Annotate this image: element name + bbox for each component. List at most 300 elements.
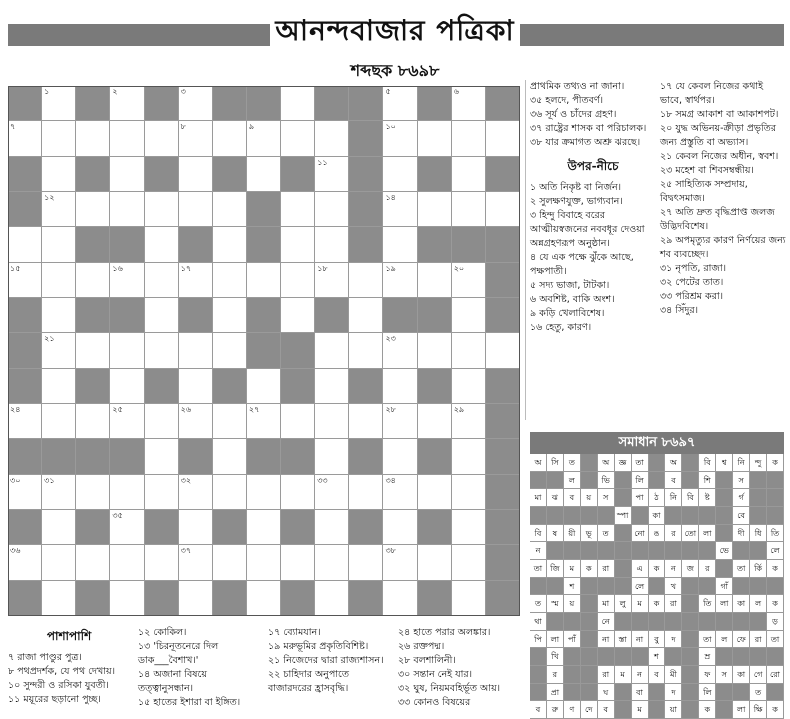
grid-cell[interactable]	[452, 510, 486, 545]
solution-cell: বু	[649, 631, 666, 649]
clue: ৩৪ সিঁদুর।	[660, 305, 698, 316]
black-cell	[247, 333, 281, 368]
grid-cell[interactable]	[383, 192, 417, 227]
grid-cell[interactable]	[452, 157, 486, 192]
black-cell	[281, 510, 315, 545]
solution-black-cell	[682, 631, 699, 649]
grid-cell[interactable]	[179, 157, 213, 192]
grid-cell[interactable]	[76, 333, 110, 368]
grid-cell[interactable]	[418, 545, 452, 580]
grid-cell[interactable]	[110, 157, 144, 192]
grid-cell[interactable]	[179, 121, 213, 156]
grid-cell[interactable]	[452, 298, 486, 333]
grid-cell[interactable]	[281, 192, 315, 227]
grid-cell[interactable]	[315, 581, 349, 616]
grid-cell[interactable]	[452, 581, 486, 616]
black-cell	[213, 581, 247, 616]
grid-cell[interactable]	[42, 192, 76, 227]
grid-cell[interactable]	[42, 510, 76, 545]
solution-cell: ক	[649, 560, 666, 578]
solution-cell: ফে	[733, 631, 750, 649]
grid-cell[interactable]	[213, 263, 247, 298]
solution-cell: রা	[665, 595, 682, 613]
grid-cell[interactable]	[486, 192, 520, 227]
solution-cell: পাঁ	[564, 631, 581, 649]
solution-grid	[530, 454, 784, 719]
solution-cell: অ	[665, 454, 682, 472]
grid-cell[interactable]	[383, 404, 417, 439]
grid-cell[interactable]	[315, 121, 349, 156]
solution-black-cell	[716, 648, 733, 666]
solution-black-cell	[750, 542, 767, 560]
solution-black-cell	[733, 613, 750, 631]
clue: ৭ রাজা পাণ্ডুর পুত্র।	[8, 652, 82, 663]
clue-number: ৭	[10, 122, 16, 132]
grid-cell[interactable]	[418, 475, 452, 510]
solution-cell: র	[665, 525, 682, 543]
grid-cell[interactable]	[110, 510, 144, 545]
solution-cell: কা	[733, 666, 750, 684]
grid-cell[interactable]	[42, 333, 76, 368]
solution-black-cell	[733, 578, 750, 596]
solution-cell: না	[598, 631, 615, 649]
grid-cell[interactable]	[213, 439, 247, 474]
solution-cell: রু	[547, 701, 564, 719]
solution-cell: স্তা	[615, 631, 632, 649]
grid-cell[interactable]	[110, 581, 144, 616]
grid-cell[interactable]	[349, 404, 383, 439]
grid-cell[interactable]	[281, 298, 315, 333]
solution-cell: ভি	[598, 472, 615, 490]
grid-cell[interactable]	[383, 545, 417, 580]
grid-cell[interactable]	[145, 227, 179, 262]
grid-cell[interactable]	[42, 121, 76, 156]
solution-cell: অ	[598, 454, 615, 472]
solution-cell: তো	[682, 525, 699, 543]
grid-cell[interactable]	[179, 581, 213, 616]
grid-cell[interactable]	[42, 263, 76, 298]
down-heading: উপর-নীচে	[567, 159, 619, 173]
grid-cell[interactable]	[383, 369, 417, 404]
solution-cell: ঝ	[547, 489, 564, 507]
grid-cell[interactable]	[145, 298, 179, 333]
grid-cell[interactable]	[213, 475, 247, 510]
solution-cell: ষ্ট	[699, 489, 716, 507]
grid-cell[interactable]	[281, 404, 315, 439]
grid-cell[interactable]	[110, 475, 144, 510]
clue-number: ১৮	[317, 263, 328, 273]
black-cell	[486, 86, 520, 121]
grid-cell[interactable]	[42, 157, 76, 192]
solution-black-cell	[581, 595, 598, 613]
grid-cell[interactable]	[349, 333, 383, 368]
black-cell	[349, 439, 383, 474]
grid-cell[interactable]	[452, 475, 486, 510]
grid-cell[interactable]	[315, 510, 349, 545]
solution-black-cell	[547, 472, 564, 490]
grid-cell[interactable]	[418, 404, 452, 439]
clue-number: ৩১	[44, 475, 55, 485]
grid-cell[interactable]	[452, 86, 486, 121]
solution-cell: র্গ	[733, 489, 750, 507]
grid-cell[interactable]	[179, 263, 213, 298]
black-cell	[383, 298, 417, 333]
grid-cell[interactable]	[76, 404, 110, 439]
grid-cell[interactable]	[247, 475, 281, 510]
solution-cell: র	[547, 666, 564, 684]
grid-cell[interactable]	[179, 192, 213, 227]
solution-black-cell	[682, 578, 699, 596]
grid-cell[interactable]	[179, 475, 213, 510]
solution-black-cell	[750, 489, 767, 507]
grid-cell[interactable]	[315, 157, 349, 192]
solution-black-cell	[581, 666, 598, 684]
grid-cell[interactable]	[76, 121, 110, 156]
grid-cell[interactable]	[315, 369, 349, 404]
grid-cell[interactable]	[315, 404, 349, 439]
black-cell	[418, 581, 452, 616]
clue-number: ১	[44, 87, 50, 96]
grid-cell[interactable]	[110, 333, 144, 368]
grid-cell[interactable]	[315, 475, 349, 510]
black-cell	[247, 86, 281, 121]
clue: ৩২ ঘুষ, নিয়মবহির্ভূত আয়।	[398, 683, 501, 694]
solution-black-cell	[581, 648, 598, 666]
grid-cell[interactable]	[418, 192, 452, 227]
black-cell	[213, 86, 247, 121]
grid-cell[interactable]	[383, 157, 417, 192]
grid-cell[interactable]	[179, 86, 213, 121]
solution-black-cell	[649, 684, 666, 702]
solution-black-cell	[750, 648, 767, 666]
solution-black-cell	[632, 613, 649, 631]
grid-cell[interactable]	[383, 227, 417, 262]
solution-black-cell	[615, 525, 632, 543]
grid-cell[interactable]	[349, 475, 383, 510]
black-cell	[349, 581, 383, 616]
black-cell	[145, 510, 179, 545]
grid-cell[interactable]	[315, 227, 349, 262]
grid-cell[interactable]	[179, 333, 213, 368]
grid-cell[interactable]	[452, 121, 486, 156]
grid-cell[interactable]	[452, 439, 486, 474]
grid-cell[interactable]	[179, 510, 213, 545]
solution-cell: লা	[699, 525, 716, 543]
grid-cell[interactable]	[179, 404, 213, 439]
grid-cell[interactable]	[418, 333, 452, 368]
solution-black-cell	[733, 542, 750, 560]
clues-right-col-1	[530, 80, 656, 335]
grid-cell[interactable]	[281, 121, 315, 156]
solution-black-cell	[767, 648, 784, 666]
grid-cell[interactable]	[281, 227, 315, 262]
solution-cell: লু	[615, 595, 632, 613]
solution-cell: দে	[581, 701, 598, 719]
grid-cell[interactable]	[8, 227, 42, 262]
grid-cell[interactable]	[383, 510, 417, 545]
grid-cell[interactable]	[8, 404, 42, 439]
black-cell	[110, 298, 144, 333]
grid-cell[interactable]	[213, 121, 247, 156]
grid-cell[interactable]	[452, 192, 486, 227]
grid-cell[interactable]	[42, 86, 76, 121]
grid-cell[interactable]	[145, 545, 179, 580]
solution-cell: স	[716, 666, 733, 684]
solution-cell: লা	[733, 701, 750, 719]
clue-number: ২০	[453, 263, 465, 273]
grid-cell[interactable]	[383, 263, 417, 298]
grid-cell[interactable]	[452, 545, 486, 580]
black-cell	[179, 298, 213, 333]
solution-cell: অ	[530, 454, 547, 472]
grid-cell[interactable]	[247, 157, 281, 192]
grid-cell[interactable]	[145, 475, 179, 510]
grid-cell[interactable]	[247, 545, 281, 580]
black-cell	[247, 439, 281, 474]
solution-cell: ক	[581, 560, 598, 578]
clue: ২৭ অতি দ্রুত বৃদ্ধিপ্রাপ্ত জলজ উদ্ভিদবিশেষ।	[660, 207, 775, 232]
black-cell	[76, 439, 110, 474]
grid-cell[interactable]	[315, 545, 349, 580]
grid-cell[interactable]	[213, 298, 247, 333]
solution-cell: ন্দু	[750, 454, 767, 472]
black-cell	[76, 157, 110, 192]
grid-cell[interactable]	[76, 192, 110, 227]
grid-cell[interactable]	[213, 333, 247, 368]
clue: ২৫ সাহিত্যিক সম্প্রদায়, বিদ্বৎসমাজ।	[660, 179, 748, 204]
solution-black-cell	[615, 578, 632, 596]
grid-cell[interactable]	[486, 333, 520, 368]
grid-cell[interactable]	[213, 404, 247, 439]
solution-black-cell	[716, 507, 733, 525]
grid-cell[interactable]	[383, 439, 417, 474]
grid-cell[interactable]	[486, 121, 520, 156]
grid-cell[interactable]	[213, 227, 247, 262]
grid-cell[interactable]	[315, 192, 349, 227]
grid-cell[interactable]	[42, 475, 76, 510]
grid-cell[interactable]	[110, 192, 144, 227]
grid-cell[interactable]	[42, 369, 76, 404]
black-cell	[281, 581, 315, 616]
black-cell	[418, 86, 452, 121]
solution-cell: ক	[767, 454, 784, 472]
solution-cell: ভে	[716, 542, 733, 560]
grid-cell[interactable]	[145, 439, 179, 474]
grid-cell[interactable]	[76, 263, 110, 298]
black-cell	[179, 439, 213, 474]
clue: ১৪ অজানা বিষয়ে তত্ত্বানুসন্ধান।	[138, 669, 207, 694]
grid-cell[interactable]	[247, 510, 281, 545]
solution-black-cell	[767, 472, 784, 490]
clue: ২১ নিজেদের দ্বারা রাজ্যশাসন।	[268, 655, 384, 666]
solution-cell: ন	[632, 666, 649, 684]
grid-cell[interactable]	[179, 369, 213, 404]
solution-black-cell	[581, 613, 598, 631]
grid-cell[interactable]	[8, 263, 42, 298]
grid-cell[interactable]	[8, 121, 42, 156]
black-cell	[110, 227, 144, 262]
clue-number: ৩৫	[112, 511, 123, 520]
grid-cell[interactable]	[110, 369, 144, 404]
solution-cell: জ	[682, 560, 699, 578]
solution-cell: মা	[598, 595, 615, 613]
black-cell	[76, 86, 110, 121]
solution-black-cell	[615, 472, 632, 490]
grid-cell[interactable]	[452, 369, 486, 404]
grid-cell[interactable]	[281, 545, 315, 580]
clue: ৯ কড়ি খেলাবিশেষ।	[530, 308, 605, 319]
grid-cell[interactable]	[42, 545, 76, 580]
solution-cell: স্ম	[547, 595, 564, 613]
solution-black-cell	[598, 578, 615, 596]
black-cell	[110, 439, 144, 474]
grid-cell[interactable]	[315, 263, 349, 298]
grid-cell[interactable]	[145, 121, 179, 156]
grid-cell[interactable]	[452, 404, 486, 439]
grid-cell[interactable]	[110, 263, 144, 298]
clue: ২৪ হাতে পরার অলঙ্কার।	[398, 627, 491, 638]
solution-cell: তা	[632, 454, 649, 472]
clue-number: ৩৪	[385, 475, 396, 485]
clue-number: ২১	[44, 334, 55, 344]
grid-cell[interactable]	[383, 121, 417, 156]
clue: ১৩ 'চিরনূতনেরে দিল ডাক___বৈশাখ।'	[138, 641, 219, 666]
grid-cell[interactable]	[8, 475, 42, 510]
clue: ৫ সদ্য ভাজা, টাটকা।	[530, 280, 610, 291]
grid-cell[interactable]	[179, 545, 213, 580]
grid-cell[interactable]	[281, 86, 315, 121]
grid-cell[interactable]	[42, 298, 76, 333]
grid-cell[interactable]	[110, 86, 144, 121]
grid-cell[interactable]	[383, 333, 417, 368]
solution-black-cell	[547, 542, 564, 560]
grid-cell[interactable]	[110, 121, 144, 156]
grid-cell[interactable]	[213, 545, 247, 580]
solution-black-cell	[598, 648, 615, 666]
solution-black-cell	[682, 542, 699, 560]
clue: ৩৩ পরিশ্রম করা।	[660, 291, 723, 302]
solution-cell: ব	[649, 666, 666, 684]
across-heading: পাশাপাশি	[46, 629, 92, 643]
solution-cell: পা	[632, 489, 649, 507]
solution-cell: থা	[530, 613, 547, 631]
grid-cell[interactable]	[42, 581, 76, 616]
grid-cell[interactable]	[349, 298, 383, 333]
grid-cell[interactable]	[145, 192, 179, 227]
solution-black-cell	[665, 507, 682, 525]
column-divider	[525, 80, 526, 420]
clue: ১৯ মরুভূমির প্রকৃতিবিশিষ্ট।	[268, 641, 369, 652]
black-cell	[247, 227, 281, 262]
solution-black-cell	[564, 666, 581, 684]
solution-black-cell	[682, 613, 699, 631]
solution-black-cell	[665, 542, 682, 560]
solution-cell: স্পা	[615, 507, 632, 525]
solution-cell: বা	[632, 684, 649, 702]
grid-cell[interactable]	[349, 263, 383, 298]
clue: ৬ অবশিষ্ট, বাকি অংশ।	[530, 294, 615, 305]
clue: ২ সুলক্ষণযুক্ত, ভাগ্যবান।	[530, 196, 623, 207]
solution-cell: ক	[767, 595, 784, 613]
grid-cell[interactable]	[213, 192, 247, 227]
grid-cell[interactable]	[247, 404, 281, 439]
solution-cell: লি	[699, 684, 716, 702]
grid-cell[interactable]	[315, 333, 349, 368]
grid-cell[interactable]	[281, 263, 315, 298]
grid-cell[interactable]	[247, 263, 281, 298]
solution-cell: ত	[598, 525, 615, 543]
grid-cell[interactable]	[145, 333, 179, 368]
solution-cell: শ	[564, 578, 581, 596]
solution-cell: তা	[733, 560, 750, 578]
clue-number: ১৫	[10, 263, 21, 273]
grid-cell[interactable]	[247, 581, 281, 616]
clue: ১৭ যে কেবল নিজের কথাই ভাবে, স্বার্থপর।	[660, 81, 764, 106]
solution-black-cell	[615, 542, 632, 560]
black-cell	[486, 298, 520, 333]
grid-cell[interactable]	[383, 581, 417, 616]
solution-cell: ল	[716, 631, 733, 649]
grid-cell[interactable]	[281, 475, 315, 510]
grid-cell[interactable]	[452, 263, 486, 298]
solution-cell: না	[632, 631, 649, 649]
black-cell	[8, 439, 42, 474]
grid-cell[interactable]	[349, 545, 383, 580]
black-cell	[8, 369, 42, 404]
solution-black-cell	[530, 578, 547, 596]
solution-cell: মা	[530, 489, 547, 507]
grid-cell[interactable]	[42, 404, 76, 439]
grid-cell[interactable]	[76, 475, 110, 510]
solution-cell: দ	[665, 684, 682, 702]
black-cell	[418, 298, 452, 333]
solution-black-cell	[733, 648, 750, 666]
solution-black-cell	[615, 684, 632, 702]
clue: ৩৮ যার ক্রমাগত অশ্রু ঝরছে।	[530, 137, 641, 148]
black-cell	[315, 86, 349, 121]
grid-cell[interactable]	[110, 404, 144, 439]
grid-cell[interactable]	[145, 404, 179, 439]
clue: ২৬ রক্তপদ্ম।	[398, 641, 445, 652]
black-cell	[486, 510, 520, 545]
solution-cell: কা	[733, 595, 750, 613]
grid-cell[interactable]	[247, 369, 281, 404]
black-cell	[8, 510, 42, 545]
solution-black-cell	[581, 507, 598, 525]
grid-cell[interactable]	[383, 475, 417, 510]
grid-cell[interactable]	[8, 545, 42, 580]
solution-cell: প্রা	[547, 684, 564, 702]
clue-number: ৮	[180, 122, 186, 132]
grid-cell[interactable]	[76, 545, 110, 580]
grid-cell[interactable]	[145, 263, 179, 298]
solution-black-cell	[564, 648, 581, 666]
grid-cell[interactable]	[418, 263, 452, 298]
grid-cell[interactable]	[110, 545, 144, 580]
grid-cell[interactable]	[452, 333, 486, 368]
grid-cell[interactable]	[383, 86, 417, 121]
grid-cell[interactable]	[418, 121, 452, 156]
clue-number: ১৬	[112, 263, 123, 273]
grid-cell[interactable]	[247, 121, 281, 156]
black-cell	[418, 157, 452, 192]
solution-cell: ম	[615, 666, 632, 684]
grid-cell[interactable]	[315, 439, 349, 474]
grid-cell[interactable]	[42, 227, 76, 262]
solution-black-cell	[581, 684, 598, 702]
solution-black-cell	[682, 454, 699, 472]
solution-black-cell	[716, 525, 733, 543]
